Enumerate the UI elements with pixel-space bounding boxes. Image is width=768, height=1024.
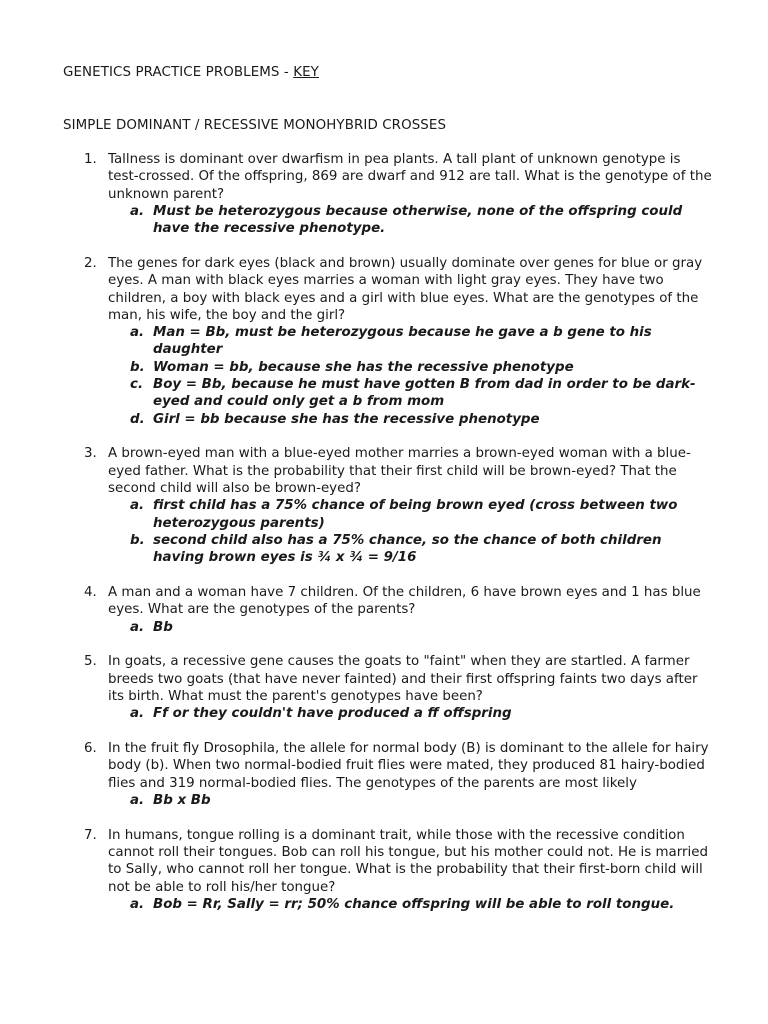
problem-number: 7. [84,827,97,843]
answer-letter: a. [130,498,145,514]
answer-text: Bb x Bb [153,793,211,808]
problem-item [0,584,768,636]
answer-list [0,705,768,722]
answer-item [0,411,768,428]
answer-text: Ff or they couldn't have produced a ff offspring [153,706,512,722]
answer-list [0,792,768,809]
problem-text: The genes for dark eyes (black and brown) usually dominate over genes for blue or gray eyes. A man with black eyes marries a woman with light gray eyes. They have two children, a boy with black eyes and a girl with blue eyes. What are the genotypes of the man, his wife, the boy and the girl? [108,255,703,323]
answer-item [0,792,768,809]
problem-text: A brown-eyed man with a blue-eyed mother marries a brown-eyed woman with a blue-eyed father. What is the probability that their first child will be brown-eyed? That the second child will also be brown-eyed? [108,446,691,497]
answer-letter: b. [130,359,145,375]
title-key: KEY [293,65,319,80]
problem-item [0,827,768,913]
answer-letter: a. [130,619,145,635]
answer-item [0,896,768,913]
answer-item [0,619,768,636]
answer-text: Girl = bb because she has the recessive phenotype [153,411,540,427]
problem-item [0,255,768,428]
answer-item [0,376,768,411]
page-title [63,64,319,81]
answer-item [0,532,768,567]
answer-letter: a. [130,706,145,722]
problem-item [0,740,768,809]
answer-item [0,324,768,359]
answer-text: Bob = Rr, Sally = rr; 50% chance offspring will be able to roll tongue. [153,896,675,912]
answer-letter: b. [130,532,145,548]
answer-letter: d. [130,411,145,427]
problem-text: A man and a woman have 7 children. Of the children, 6 have brown eyes and 1 has blue eyes. What are the genotypes of the parents? [108,585,701,618]
answer-letter: c. [130,377,144,393]
problem-number: 4. [84,585,97,601]
problem-number: 5. [84,654,97,670]
answer-text: second child also has a 75% chance, so the chance of both children having brown eyes is ¾ x ¾ = 9/16 [153,532,662,566]
problem-list [0,151,768,931]
answer-item [0,705,768,722]
answer-item [0,203,768,238]
answer-letter: a. [130,896,145,912]
answer-text: Woman = bb, because she has the recessive phenotype [153,359,574,375]
problem-number: 3. [84,446,97,462]
answer-text: Bb [153,619,173,635]
problem-item [0,151,768,237]
title-prefix: GENETICS PRACTICE PROBLEMS - [63,65,294,80]
answer-item [0,359,768,376]
problem-text: In goats, a recessive gene causes the goats to "faint" when they are startled. A farmer breeds two goats (that have never fainted) and their first offspring faints two days after its birth. What must the parent's genotypes have been? [108,654,698,705]
answer-item [0,497,768,532]
answer-text: Man = Bb, must be heterozygous because he gave a b gene to his daughter [153,325,652,358]
section-heading: SIMPLE DOMINANT / RECESSIVE MONOHYBRID CROSSES [63,118,447,133]
problem-number: 1. [84,152,97,167]
answer-list [0,619,768,636]
answer-list [0,203,768,238]
answer-list [0,896,768,913]
problem-text: Tallness is dominant over dwarfism in pea plants. A tall plant of unknown genotype is test-crossed. Of the offspring, 869 are dwarf and 912 are tall. What is the genotype of the unknown parent? [108,152,712,202]
problem-number: 6. [84,741,97,757]
answer-letter: a. [130,793,145,808]
problem-item [0,653,768,722]
answer-list [0,497,768,566]
answer-text: Boy = Bb, because he must have gotten B from dad in order to be dark-eyed and could only get a b from mom [153,377,696,410]
answer-letter: a. [130,325,145,341]
problem-item [0,445,768,566]
problem-text: In humans, tongue rolling is a dominant trait, while those with the recessive condition cannot roll their tongues. Bob can roll his tongue, but his mother could not. He is married to Sally, who cannot roll her tongue. What is the probability that their first-born child will not be able to roll his/her tongue? [108,827,708,895]
answer-letter: a. [130,203,145,219]
problem-text: In the fruit fly Drosophila, the allele for normal body (B) is dominant to the allele for hairy body (b). When two normal-bodied fruit flies were mated, they produced 81 hairy-bodied flies and 319 normal-bodied flies. The genotypes of the parents are most likely [108,741,709,791]
answer-text: Must be heterozygous because otherwise, none of the offspring could have the recessive phenotype. [153,203,683,237]
answer-text: first child has a 75% chance of being brown eyed (cross between two heterozygous parents) [153,498,678,531]
problem-number: 2. [84,255,97,271]
answer-list [0,324,768,428]
